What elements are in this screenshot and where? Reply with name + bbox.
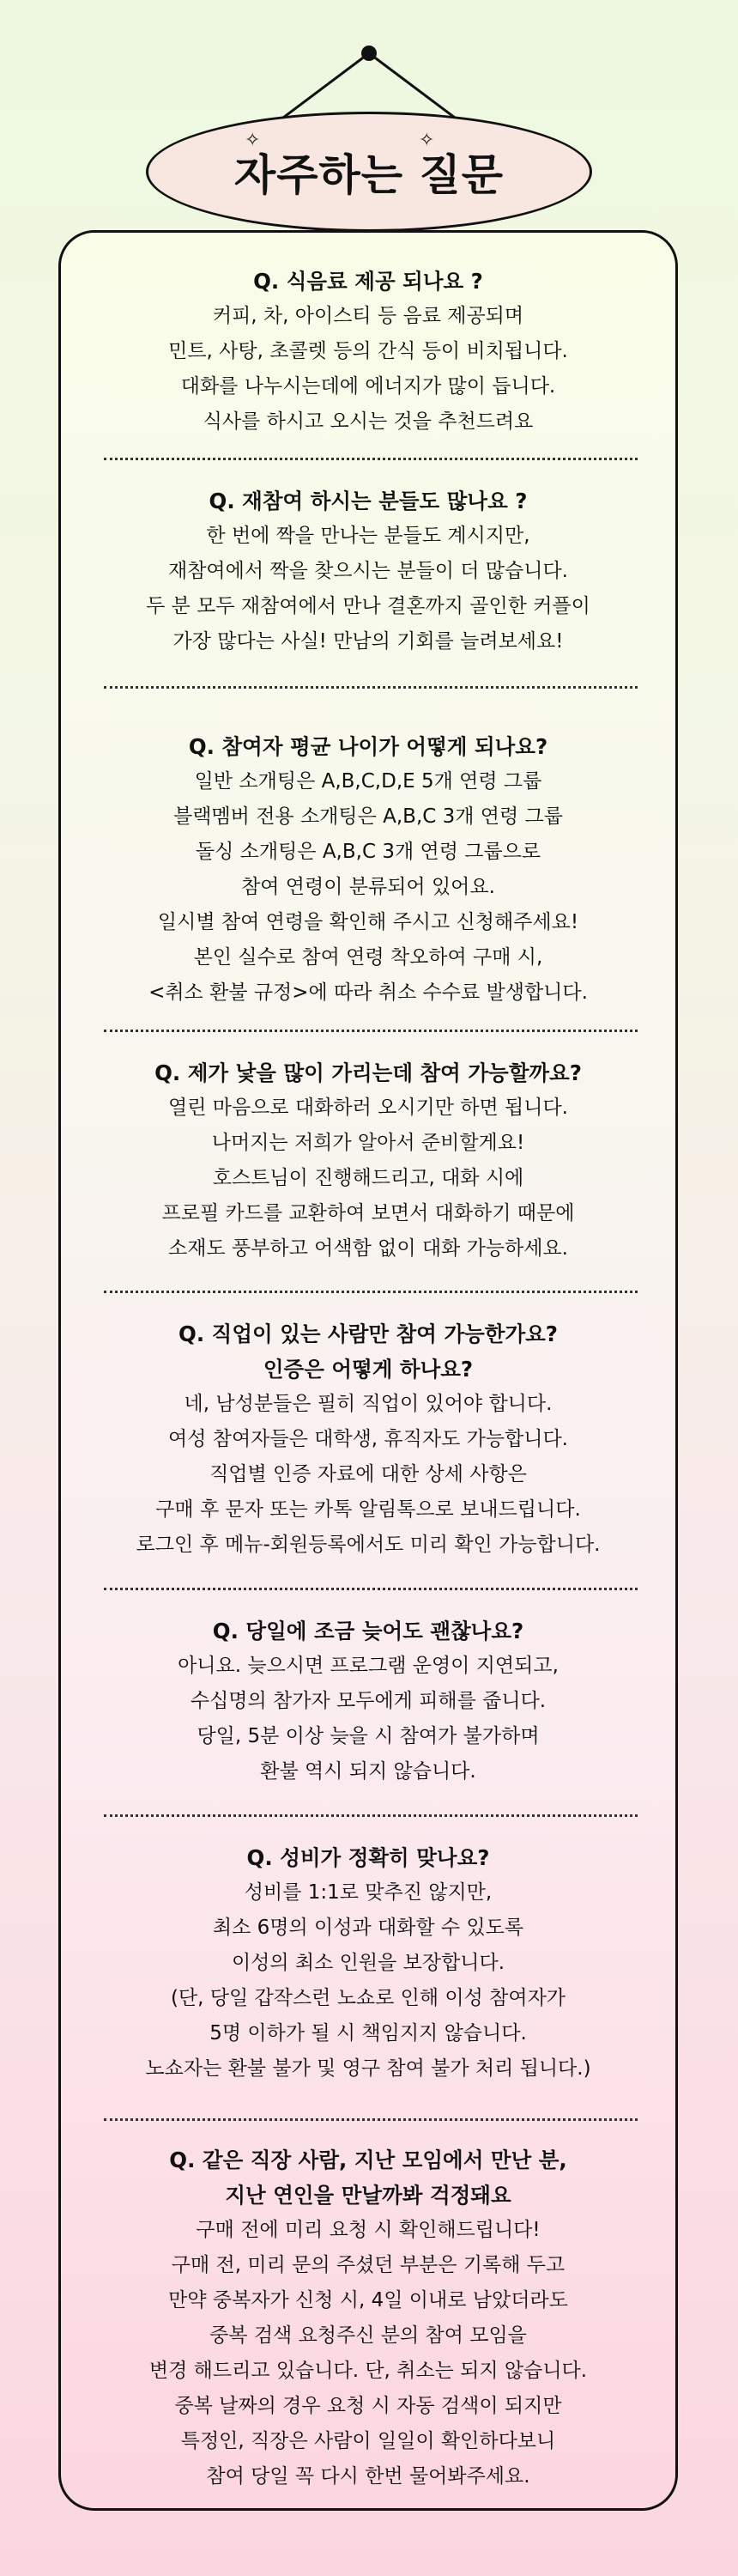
faq-item bbox=[61, 1055, 675, 1267]
faq-answer-line: 변경 해드리고 있습니다. 단, 취소는 되지 않습니다. bbox=[148, 2360, 588, 2382]
faq-answer-line: 나머지는 저희가 알아서 준비할게요! bbox=[211, 1132, 525, 1154]
faq-item bbox=[61, 264, 675, 440]
faq-answer-line: 참여 연령이 분류되어 있어요. bbox=[241, 876, 495, 898]
faq-item bbox=[61, 1840, 675, 2087]
dotted-divider bbox=[104, 2118, 638, 2121]
faq-question: Q. 재참여 하시는 분들도 많나요 ? bbox=[209, 489, 528, 513]
faq-answer-line: 중복 검색 요청주신 분의 참여 모임을 bbox=[209, 2324, 527, 2347]
faq-answer-line: 호스트님이 진행해드리고, 대화 시에 bbox=[212, 1167, 524, 1189]
faq-answer-line: 구매 전, 미리 문의 주셨던 부분은 기록해 두고 bbox=[171, 2254, 566, 2276]
dotted-divider bbox=[104, 686, 638, 689]
faq-item bbox=[61, 2142, 675, 2494]
faq-answer-line: 직업별 인증 자료에 대한 상세 사항은 bbox=[209, 1463, 527, 1485]
faq-answer-line: 이성의 최소 인원을 보장합니다. bbox=[231, 1952, 505, 1974]
faq-answer-line: 커피, 차, 아이스티 등 음료 제공되며 bbox=[212, 305, 524, 327]
faq-question: Q. 성비가 정확히 맞나요? bbox=[246, 1845, 490, 1870]
faq-answer-line: 한 번에 짝을 만나는 분들도 계시지만, bbox=[206, 525, 530, 547]
faq-item bbox=[61, 1613, 675, 1789]
faq-answer-line: 본인 실수로 참여 연령 착오하여 구매 시, bbox=[193, 946, 543, 969]
faq-answer-line: 두 분 모두 재참여에서 만나 결혼까지 골인한 커플이 bbox=[146, 595, 590, 617]
faq-answer-line: 식사를 하시고 오시는 것을 추천드려요 bbox=[203, 410, 534, 433]
faq-answer-line: 5명 이하가 될 시 책임지지 않습니다. bbox=[209, 2022, 527, 2044]
faq-answer-line: 일반 소개팅은 A,B,C,D,E 5개 연령 그룹 bbox=[194, 770, 542, 793]
faq-answer-line: 최소 6명의 이성과 대화할 수 있도록 bbox=[212, 1917, 524, 1939]
sparkle-icon: ✧ bbox=[419, 130, 435, 151]
faq-answer-line: 만약 중복자가 신청 시, 4일 이내로 남았더라도 bbox=[168, 2289, 568, 2312]
faq-answer-line: 민트, 사탕, 초콜렛 등의 간식 등이 비치됩니다. bbox=[168, 340, 568, 362]
faq-question: Q. 직업이 있는 사람만 참여 가능한가요? bbox=[178, 1321, 558, 1346]
faq-answer-line: 중복 날짜의 경우 요청 시 자동 검색이 되지만 bbox=[174, 2395, 562, 2417]
faq-answer-line: 일시별 참여 연령을 확인해 주시고 신청해주세요! bbox=[157, 911, 579, 933]
faq-question-line2: 지난 연인을 만날까봐 걱정돼요 bbox=[225, 2183, 511, 2208]
faq-item bbox=[61, 483, 675, 659]
faq-answer-line: 아니요. 늦으시면 프로그램 운영이 지연되고, bbox=[178, 1655, 559, 1677]
faq-answer-line: 가장 많다는 사실! 만남의 기회를 늘려보세요! bbox=[172, 630, 564, 653]
faq-item bbox=[61, 729, 675, 1011]
pin-icon bbox=[361, 46, 377, 61]
faq-answer-line: 소재도 풍부하고 어색함 없이 대화 가능하세요. bbox=[167, 1237, 568, 1260]
dotted-divider bbox=[104, 458, 638, 460]
faq-answer-line: 당일, 5분 이상 늦을 시 참여가 불가하며 bbox=[197, 1725, 540, 1747]
faq-answer-line: 노쇼자는 환불 불가 및 영구 참여 불가 처리 됩니다.) bbox=[145, 2057, 591, 2080]
faq-answer-line: 특정인, 직장은 사람이 일일이 확인하다보니 bbox=[180, 2430, 556, 2452]
faq-answer-line: 돌싱 소개팅은 A,B,C 3개 연령 그룹으로 bbox=[195, 841, 541, 863]
faq-answer-line: 구매 전에 미리 요청 시 확인해드립니다! bbox=[196, 2219, 541, 2241]
dotted-divider bbox=[104, 1030, 638, 1032]
faq-answer-line: 로그인 후 메뉴-회원등록에서도 미리 확인 가능합니다. bbox=[136, 1534, 601, 1556]
dotted-divider bbox=[104, 1588, 638, 1590]
faq-answer-line: 수십명의 참가자 모두에게 피해를 줍니다. bbox=[190, 1690, 547, 1712]
page-title: 자주하는 질문 bbox=[233, 150, 505, 200]
faq-question: Q. 참여자 평균 나이가 어떻게 되나요? bbox=[188, 734, 548, 759]
faq-question: Q. 같은 직장 사람, 지난 모임에서 만난 분, bbox=[169, 2148, 567, 2172]
faq-answer-line: (단, 당일 갑작스런 노쇼로 인해 이성 참여자가 bbox=[170, 1987, 566, 2009]
faq-answer-line: 열린 마음으로 대화하러 오시기만 하면 됩니다. bbox=[167, 1097, 568, 1119]
faq-answer-line: 구매 후 문자 또는 카톡 알림톡으로 보내드립니다. bbox=[155, 1498, 581, 1521]
faq-question-line2: 인증은 어떻게 하나요? bbox=[263, 1357, 474, 1382]
faq-question: Q. 제가 낯을 많이 가리는데 참여 가능할까요? bbox=[154, 1060, 582, 1085]
faq-answer-line: 네, 남성분들은 필히 직업이 있어야 합니다. bbox=[184, 1393, 553, 1415]
faq-answer-line: 여성 참여자들은 대학생, 휴직자도 가능합니다. bbox=[167, 1428, 568, 1450]
faq-question: Q. 당일에 조금 늦어도 괜찮나요? bbox=[212, 1619, 524, 1643]
faq-answer-line: <취소 환불 규정>에 따라 취소 수수료 발생합니다. bbox=[148, 981, 588, 1004]
faq-answer-line: 환불 역시 되지 않습니다. bbox=[260, 1760, 476, 1783]
title-oval bbox=[146, 112, 592, 232]
faq-answer-line: 프로필 카드를 교환하여 보면서 대화하기 때문에 bbox=[161, 1202, 575, 1224]
faq-item bbox=[61, 1316, 675, 1563]
dotted-divider bbox=[104, 1291, 638, 1293]
faq-question: Q. 식음료 제공 되나요 ? bbox=[253, 269, 483, 294]
faq-answer-line: 참여 당일 꼭 다시 한번 물어봐주세요. bbox=[206, 2465, 530, 2488]
faq-answer-line: 대화를 나누시는데에 에너지가 많이 듭니다. bbox=[180, 375, 556, 398]
sparkle-icon: ✧ bbox=[245, 130, 261, 151]
faq-card bbox=[58, 230, 678, 2511]
faq-answer-line: 성비를 1:1로 맞추진 않지만, bbox=[244, 1881, 493, 1904]
faq-answer-line: 블랙멤버 전용 소개팅은 A,B,C 3개 연령 그룹 bbox=[173, 805, 563, 828]
faq-answer-line: 재참여에서 짝을 찾으시는 분들이 더 많습니다. bbox=[167, 560, 568, 582]
dotted-divider bbox=[104, 1814, 638, 1817]
